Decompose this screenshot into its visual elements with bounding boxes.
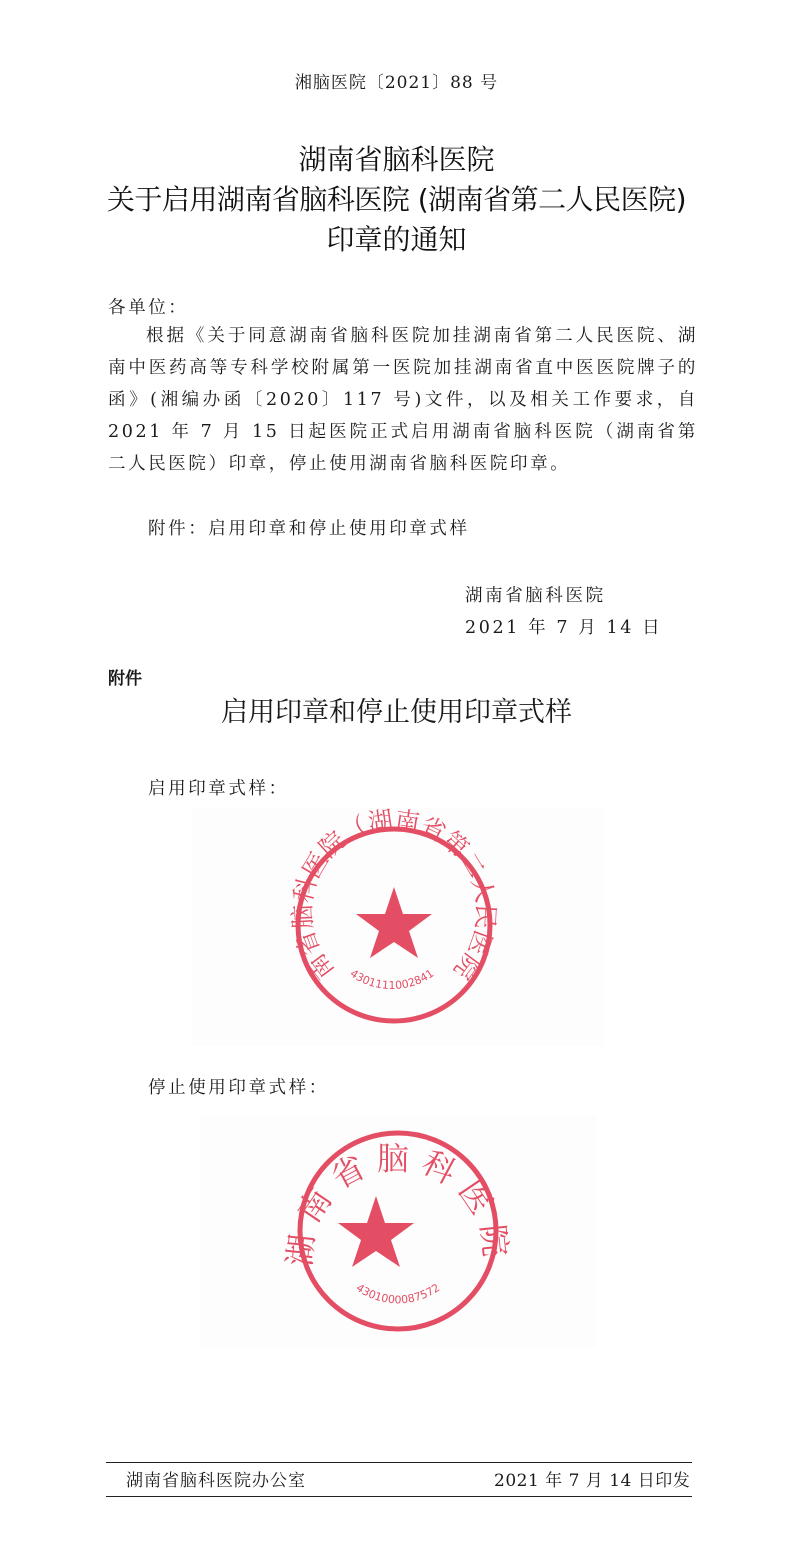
old-seal-code: 4301000087572	[353, 1281, 443, 1307]
new-seal-ring-text: 南省脑科医院（湖南省第二人民医院	[287, 808, 501, 986]
new-seal-caption: 启用印章式样：	[148, 779, 289, 799]
signature-org: 湖南省脑科医院	[465, 586, 606, 606]
old-seal-ring-text: 湖南省脑科医院	[280, 1139, 516, 1269]
old-seal-caption: 停止使用印章式样：	[148, 1078, 329, 1098]
signature-date: 2021 年 7 月 14 日	[465, 618, 663, 638]
new-seal-code: 4301111002841	[347, 966, 437, 993]
footer-office: 湖南省脑科医院办公室	[126, 1471, 306, 1491]
title-line-3: 印章的通知	[326, 223, 467, 256]
document-number: 湘脑医院〔2021〕88 号	[294, 73, 499, 93]
body-paragraph: 根据《关于同意湖南省脑科医院加挂湖南省第二人民医院、湖南中医药高等专科学校附属第一医院加挂湖南省直中医医院牌子的函》(湘编办函〔2020〕117 号)文件，以及相关工作要求，自 2021 年 7 月 15 日起医院正式启用湖南省脑科医院（湖南省第二人民医院）印章，停止使用湖南省脑科医院印章。	[108, 326, 698, 474]
salutation: 各单位：	[108, 298, 189, 318]
star-icon	[356, 887, 432, 958]
star-icon	[338, 1196, 414, 1267]
footer-print-date: 2021 年 7 月 14 日印发	[494, 1471, 691, 1491]
attachment-title: 启用印章和停止使用印章式样	[221, 697, 572, 728]
footer-divider-top	[106, 1462, 692, 1463]
title-line-2: 关于启用湖南省脑科医院 (湖南省第二人民医院)	[106, 183, 687, 216]
old-seal-image	[200, 1115, 596, 1347]
title-line-1: 湖南省脑科医院	[298, 143, 495, 176]
new-seal-image	[192, 808, 604, 1046]
attachment-note: 附件：启用印章和停止使用印章式样	[148, 519, 470, 539]
attachment-label: 附件	[108, 669, 142, 689]
footer-divider-bottom	[106, 1496, 692, 1497]
